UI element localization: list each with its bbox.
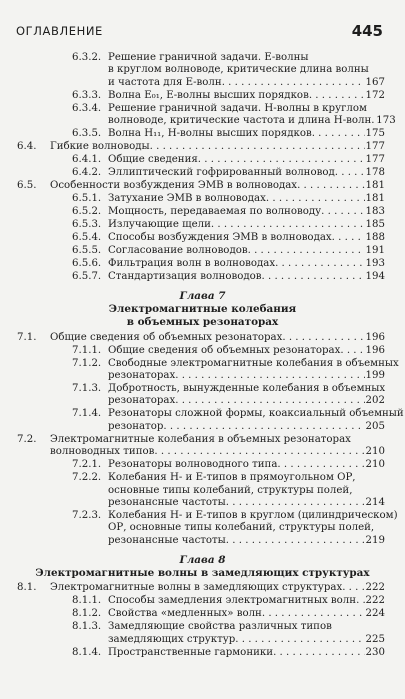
entry-page-number: 196 xyxy=(365,331,385,343)
entry-line-text: основные типы колебаний, структуры полей, xyxy=(108,484,353,496)
entry-title xyxy=(50,180,385,192)
entry-line xyxy=(108,206,385,218)
entry-line xyxy=(108,621,385,633)
entry-line xyxy=(108,271,385,283)
entry-line xyxy=(108,472,385,484)
entry-title xyxy=(108,357,399,383)
entry-number: 7.2.3. xyxy=(72,510,102,521)
entry-line-text: Волна E₀₁, Е-волны высших порядков xyxy=(108,89,309,101)
entry-line-text: Свойства «медленных» волн xyxy=(108,608,262,620)
entry-line-text: Общие сведения xyxy=(108,154,198,166)
dot-leader xyxy=(356,595,364,607)
dot-leader xyxy=(175,370,364,382)
entry-title xyxy=(108,193,385,205)
entry-line xyxy=(108,357,399,370)
running-header: ОГЛАВЛЕНИЕ xyxy=(16,24,103,38)
dot-leader xyxy=(150,141,365,153)
entry-number: 6.3.2. xyxy=(72,52,102,63)
dot-leader xyxy=(273,647,364,659)
entry-line xyxy=(108,193,385,205)
entry-title xyxy=(108,345,385,357)
entry-number: 6.5.5. xyxy=(72,245,102,257)
entry-line-text: Замедляющие свойства различных типов xyxy=(108,621,332,633)
entry-line xyxy=(108,258,385,270)
entry-number: 8.1.1. xyxy=(72,595,102,607)
chapter-title: в объемных резонаторах xyxy=(126,315,279,328)
entry-title xyxy=(108,383,385,408)
chapter-title: Электромагнитные волны в замедляющих структурах xyxy=(35,566,370,579)
entry-line-text: Пространственные гармоники xyxy=(108,646,274,658)
entry-page-number: 172 xyxy=(365,89,385,101)
entry-line xyxy=(108,383,385,395)
dot-leader xyxy=(235,634,364,646)
dot-leader xyxy=(262,608,365,620)
entry-line-text: Решение граничной задачи. Н-волны в круглом xyxy=(108,102,367,114)
entry-number: 7.1.2. xyxy=(72,357,102,369)
entry-line-text: Способы замедления электромагнитных волн xyxy=(108,595,357,607)
dot-leader xyxy=(309,90,365,102)
entry-page-number: 193 xyxy=(365,258,385,270)
entry-title xyxy=(50,434,385,459)
entry-number: 6.5.7. xyxy=(72,271,102,283)
entry-page-number: 183 xyxy=(365,206,385,218)
entry-number: 7.2. xyxy=(17,433,37,445)
entry-title xyxy=(108,258,385,270)
entry-line-text: Волна H₁₁, Н-волны высших порядков xyxy=(108,128,312,140)
entry-page-number: 167 xyxy=(365,76,385,88)
entry-number: 6.3.3. xyxy=(72,89,102,101)
entry-line xyxy=(108,232,385,244)
toc-section[interactable] xyxy=(0,180,405,192)
toc-subsection[interactable] xyxy=(0,232,405,244)
entry-line-text: в круглом волноводе, критические длина волны xyxy=(108,64,369,76)
toc-subsection[interactable] xyxy=(0,206,405,218)
entry-page-number: 175 xyxy=(365,128,385,140)
entry-line-text: Колебания Н- и Е-типов в круглом (цилиндрическом) xyxy=(108,510,398,521)
dot-leader xyxy=(211,219,365,231)
entry-line-text: резонаторах xyxy=(108,395,176,407)
entry-line xyxy=(50,180,385,192)
dot-leader xyxy=(340,345,364,357)
entry-title xyxy=(108,608,385,620)
entry-page-number: 205 xyxy=(365,420,385,432)
entry-page-number: 196 xyxy=(365,344,385,356)
toc-subsection[interactable] xyxy=(0,193,405,205)
dot-leader xyxy=(282,332,364,344)
entry-page-number: 219 xyxy=(365,534,385,546)
entry-number: 6.4. xyxy=(17,141,37,153)
entry-line xyxy=(108,485,385,497)
entry-number: 7.2.1. xyxy=(72,459,102,471)
entry-line-text: Фильтрация волн в волноводах xyxy=(108,258,276,270)
toc-subsection[interactable] xyxy=(0,510,405,547)
entry-number: 6.4.2. xyxy=(72,167,102,179)
toc-subsection[interactable] xyxy=(0,621,405,646)
entry-page-number: 222 xyxy=(365,595,385,607)
toc-subsection[interactable] xyxy=(0,128,405,140)
entry-line-text: Стандартизация волноводов xyxy=(108,271,262,283)
entry-line-text: Добротность, вынужденные колебания в объемных xyxy=(108,383,386,394)
entry-line-text: Излучающие щели xyxy=(108,219,211,231)
entry-title xyxy=(108,510,398,547)
entry-title xyxy=(108,102,396,128)
toc-section[interactable] xyxy=(0,332,405,344)
entry-line xyxy=(108,103,385,115)
entry-line xyxy=(108,219,385,231)
entry-line-text: резонансные частоты xyxy=(108,534,226,546)
entry-line-text: волноводных типов xyxy=(50,446,155,458)
entry-line xyxy=(50,332,385,344)
entry-line-text: резонансные частоты xyxy=(108,496,226,508)
toc-subsection[interactable] xyxy=(0,90,405,102)
page-number: 445 xyxy=(351,22,383,40)
entry-line xyxy=(108,421,385,433)
entry-number: 6.5.1. xyxy=(72,193,102,205)
entry-title xyxy=(108,647,385,659)
entry-title xyxy=(108,271,385,283)
entry-line-text: Колебания Н- и Е-типов в прямоугольном ОР, xyxy=(108,472,356,484)
entry-title xyxy=(108,128,385,140)
entry-number: 6.5.4. xyxy=(72,232,102,244)
entry-line-text: волноводе, критические частота и длина Н-волн xyxy=(108,115,372,127)
entry-line xyxy=(108,595,385,607)
entry-line xyxy=(108,345,385,357)
entry-page-number: 188 xyxy=(365,232,385,244)
dot-leader xyxy=(226,497,365,509)
entry-line-text: Решение граничной задачи. Е-волны xyxy=(108,52,309,63)
entry-title xyxy=(108,219,385,231)
entry-line xyxy=(50,582,385,594)
entry-line xyxy=(108,459,385,471)
entry-line xyxy=(108,90,385,102)
dot-leader xyxy=(297,180,364,192)
entry-line xyxy=(108,128,385,140)
entry-page-number: 178 xyxy=(365,167,385,179)
entry-title xyxy=(108,595,385,607)
entry-line-text: замедляющих структур xyxy=(108,633,236,645)
entry-line xyxy=(50,434,385,446)
entry-number: 6.3.4. xyxy=(72,102,102,114)
entry-page-number: 194 xyxy=(365,271,385,283)
entry-number: 8.1.3. xyxy=(72,621,102,633)
dot-leader xyxy=(312,128,365,140)
dot-leader xyxy=(321,206,364,218)
entry-line-text: Резонаторы сложной формы, коаксиальный объемный xyxy=(108,408,404,420)
entry-title xyxy=(108,52,385,89)
entry-number: 6.5.6. xyxy=(72,258,102,270)
entry-page-number: 191 xyxy=(365,245,385,257)
toc-section[interactable] xyxy=(0,434,405,459)
toc-subsection[interactable] xyxy=(0,245,405,257)
entry-number: 6.5. xyxy=(17,180,37,192)
entry-line-text: и частота для Е-волн xyxy=(108,76,222,88)
entry-line-text: Мощность, передаваемая по волноводу xyxy=(108,206,322,218)
entry-number: 7.2.2. xyxy=(72,472,102,484)
dot-leader xyxy=(198,154,365,166)
entry-line-text: Общие сведения об объемных резонаторах xyxy=(108,344,341,356)
entry-line-text: Общие сведения об объемных резонаторах xyxy=(50,331,283,343)
entry-number: 7.1.3. xyxy=(72,383,102,394)
entry-line xyxy=(108,64,385,76)
entry-title xyxy=(50,332,385,344)
entry-title xyxy=(108,154,385,166)
toc-subsection[interactable] xyxy=(0,472,405,509)
entry-title xyxy=(108,408,404,433)
entry-line xyxy=(108,647,385,659)
entry-title xyxy=(108,621,385,646)
entry-line-text: резонатор xyxy=(108,420,164,432)
entry-line-text: Электромагнитные волны в замедляющих структурах xyxy=(50,582,343,594)
dot-leader xyxy=(163,421,364,433)
entry-page-number: 173 xyxy=(376,115,396,127)
dot-leader xyxy=(222,77,365,89)
entry-line-text: Затухание ЭМВ в волноводах xyxy=(108,193,266,205)
entry-page-number: 210 xyxy=(365,459,385,471)
entry-line xyxy=(108,510,398,522)
entry-line xyxy=(108,154,385,166)
entry-line xyxy=(108,245,385,257)
entry-number: 8.1. xyxy=(17,582,37,594)
entry-number: 6.4.1. xyxy=(72,154,102,166)
entry-page-number: 202 xyxy=(365,395,385,407)
dot-leader xyxy=(266,193,365,205)
entry-title xyxy=(50,582,385,594)
entry-line-text: ОР, основные типы колебаний, структуры полей, xyxy=(108,522,375,534)
chapter-heading: Глава 7 xyxy=(179,290,226,303)
entry-title xyxy=(108,206,385,218)
dot-leader xyxy=(275,258,364,270)
toc-subsection[interactable] xyxy=(0,103,405,128)
entry-page-number: 199 xyxy=(365,369,385,381)
entry-title xyxy=(108,90,385,102)
entry-line xyxy=(108,370,385,382)
entry-line xyxy=(108,522,385,534)
dot-leader xyxy=(226,535,365,547)
dot-leader xyxy=(248,245,365,257)
entry-line-text: Гибкие волноводы xyxy=(50,141,150,153)
entry-line xyxy=(108,77,385,89)
toc-subsection[interactable] xyxy=(0,345,405,357)
entry-number: 6.5.2. xyxy=(72,206,102,218)
entry-title xyxy=(108,459,385,471)
toc-subsection[interactable] xyxy=(0,52,405,89)
entry-line xyxy=(108,167,385,179)
toc-subsection[interactable] xyxy=(0,167,405,179)
dot-leader xyxy=(332,232,365,244)
toc-section[interactable] xyxy=(0,141,405,153)
entry-page-number: 225 xyxy=(365,633,385,645)
entry-line xyxy=(50,446,385,458)
entry-number: 7.1.1. xyxy=(72,344,102,356)
entry-line-text: Резонаторы волноводного типа xyxy=(108,459,278,471)
dot-leader xyxy=(335,167,365,179)
entry-line xyxy=(50,141,385,153)
toc-subsection[interactable] xyxy=(0,154,405,166)
entry-line xyxy=(108,634,385,646)
entry-line xyxy=(108,608,385,620)
entry-page-number: 210 xyxy=(365,446,385,458)
dot-leader xyxy=(277,459,364,471)
entry-page-number: 185 xyxy=(365,219,385,231)
entry-number: 7.1.4. xyxy=(72,408,102,420)
toc-subsection[interactable] xyxy=(0,358,405,383)
entry-number: 7.1. xyxy=(17,331,37,343)
entry-title xyxy=(108,167,385,179)
entry-number: 8.1.4. xyxy=(72,646,102,658)
toc-subsection[interactable] xyxy=(0,608,405,620)
chapter-title: Электромагнитные колебания xyxy=(108,303,297,315)
toc-subsection[interactable] xyxy=(0,383,405,408)
toc-subsection[interactable] xyxy=(0,219,405,231)
entry-page-number: 214 xyxy=(365,496,385,508)
entry-line xyxy=(108,52,385,64)
entry-title xyxy=(50,141,385,153)
toc-subsection[interactable] xyxy=(0,408,405,433)
entry-page-number: 181 xyxy=(365,180,385,192)
toc-subsection[interactable] xyxy=(0,459,405,471)
toc-subsection[interactable] xyxy=(0,271,405,283)
entry-line-text: Свободные электромагнитные колебания в объемных xyxy=(108,357,399,369)
toc-subsection[interactable] xyxy=(0,595,405,607)
entry-title xyxy=(108,232,385,244)
entry-line-text: Эллиптический гофрированный волновод xyxy=(108,167,335,179)
dot-leader xyxy=(175,395,364,407)
entry-page-number: 177 xyxy=(365,154,385,166)
entry-number: 6.3.5. xyxy=(72,128,102,140)
entry-line-text: Способы возбуждения ЭМВ в волноводах xyxy=(108,232,332,244)
entry-line-text: Особенности возбуждения ЭМВ в волноводах xyxy=(50,180,298,192)
entry-page-number: 181 xyxy=(365,193,385,205)
entry-line-text: Электромагнитные колебания в объемных резонаторах xyxy=(50,433,351,445)
entry-line-text: Согласование волноводов xyxy=(108,245,248,257)
entry-page-number: 222 xyxy=(365,582,385,594)
dot-leader xyxy=(262,271,365,283)
dot-leader xyxy=(154,446,364,458)
entry-line xyxy=(108,497,385,509)
dot-leader xyxy=(342,582,364,594)
entry-line xyxy=(108,535,385,547)
entry-line xyxy=(108,408,404,420)
entry-number: 8.1.2. xyxy=(72,608,102,620)
entry-title xyxy=(108,472,385,509)
entry-page-number: 224 xyxy=(365,608,385,620)
toc-subsection[interactable] xyxy=(0,258,405,270)
entry-line-text: резонаторах xyxy=(108,369,176,381)
entry-page-number: 177 xyxy=(365,141,385,153)
entry-line xyxy=(108,115,396,127)
entry-title xyxy=(108,245,385,257)
toc-subsection[interactable] xyxy=(0,647,405,659)
entry-line xyxy=(108,395,385,407)
entry-page-number: 230 xyxy=(365,646,385,658)
entry-number: 6.5.3. xyxy=(72,219,102,231)
chapter-heading: Глава 8 xyxy=(179,553,226,566)
toc-section[interactable] xyxy=(0,582,405,594)
